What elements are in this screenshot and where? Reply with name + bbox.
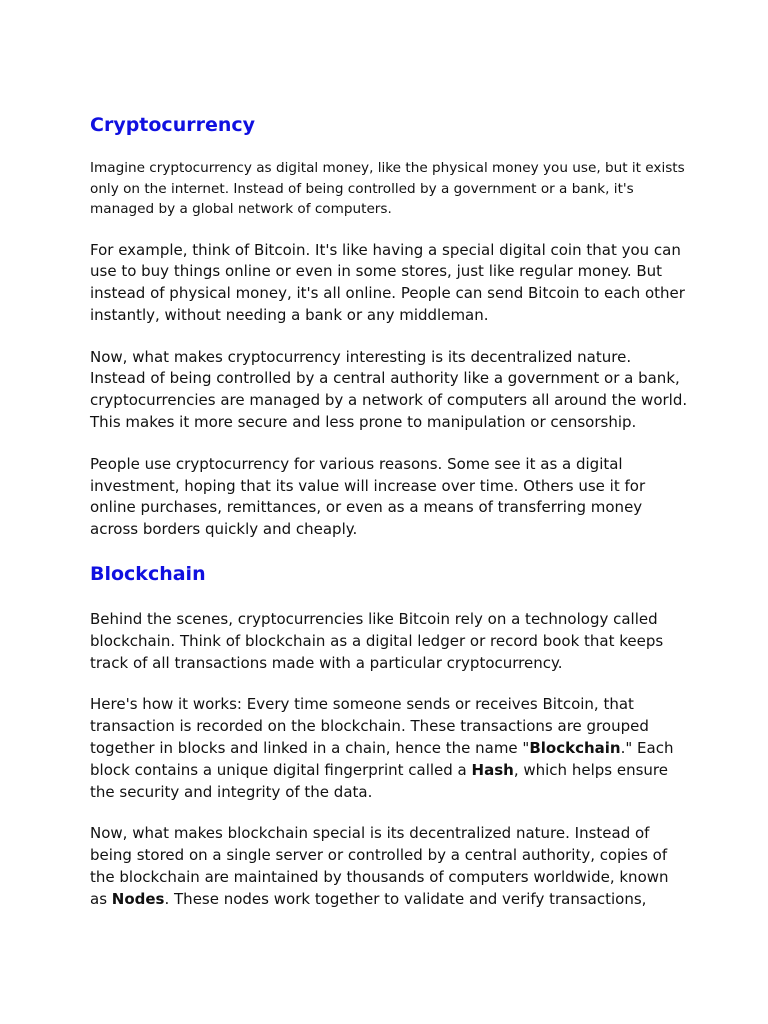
bold-term-hash: Hash: [471, 760, 514, 779]
bold-term-nodes: Nodes: [111, 889, 165, 908]
heading-blockchain: Blockchain: [90, 563, 206, 586]
text-run: ." Each block contains a unique digital fingerprint called a: [90, 739, 674, 779]
paragraph-blockchain-how: [90, 694, 690, 803]
heading-cryptocurrency: Cryptocurrency: [90, 114, 256, 136]
paragraph-blockchain-nodes: [90, 823, 690, 910]
text-run: Now, what makes blockchain special is its decentralized nature. Instead of being stored on a single server or controlled by a central authority, copies of the blockchain are maintained by thousands of computers worldwide, known as: [90, 824, 669, 908]
paragraph-blockchain-intro: Behind the scenes, cryptocurrencies like Bitcoin rely on a technology called blockchain. Think of blockchain as a digital ledger or record book that keeps track of all transactions made with a particular cryptocurrency.: [90, 610, 664, 672]
paragraph-crypto-intro: Imagine cryptocurrency as digital money, like the physical money you use, but it exists only on the internet. Instead of being controlled by a government or a bank, it's managed by a global network of computers.: [90, 160, 685, 217]
text-run: Here's how it works: Every time someone sends or receives Bitcoin, that transaction is recorded on the blockchain. These transactions are grouped together in blocks and linked in a chain, hence the name ": [90, 695, 649, 758]
bold-term-blockchain: Blockchain: [529, 739, 621, 758]
paragraph-crypto-decentralized: Now, what makes cryptocurrency interesting is its decentralized nature. Instead of being controlled by a central authority like a government or a bank, cryptocurrencies are managed by a network of computers all around the world. This makes it more secure and less prone to manipulation or censorship.: [90, 347, 688, 432]
text-run: . These nodes work together to validate and verify transactions,: [164, 889, 647, 908]
document-content: [90, 112, 690, 911]
paragraph-crypto-example: For example, think of Bitcoin. It's like having a special digital coin that you can use to buy things online or even in some stores, just like regular money. But instead of physical money, it's all online. People can send Bitcoin to each other instantly, without needing a bank or any middleman.: [90, 240, 685, 324]
paragraph-crypto-uses: People use cryptocurrency for various reasons. Some see it as a digital investment, hoping that its value will increase over time. Others use it for online purchases, remittances, or even as a means of transferring money across borders quickly and cheaply.: [90, 454, 646, 539]
text-run: , which helps ensure the security and integrity of the data.: [90, 760, 668, 801]
